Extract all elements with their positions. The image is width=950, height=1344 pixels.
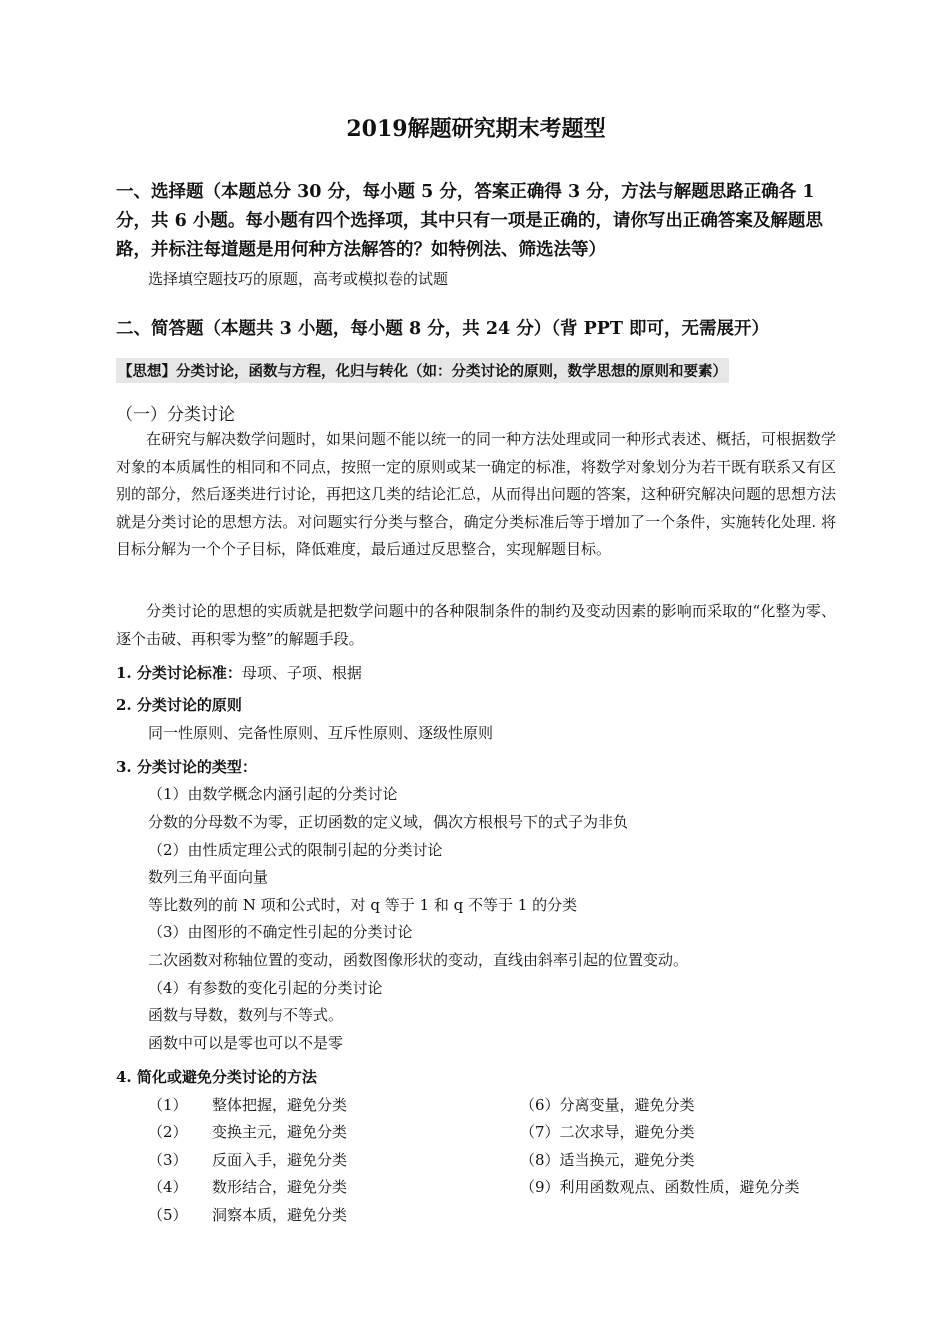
types-line: 数列三角平面向量 xyxy=(148,868,269,886)
method-text: 分离变量，避免分类 xyxy=(559,1096,695,1114)
types-line: （4）有参数的变化引起的分类讨论 xyxy=(148,979,383,997)
method-number: （5） xyxy=(148,1206,188,1224)
method-item xyxy=(520,1121,695,1142)
method-text: 变换主元，避免分类 xyxy=(212,1123,348,1141)
section-1-note: 选择填空题技巧的原题，高考或模拟卷的试题 xyxy=(148,270,449,288)
method-item xyxy=(148,1094,347,1115)
method-text: 反面入手，避免分类 xyxy=(212,1151,348,1169)
method-text: 数形结合，避免分类 xyxy=(212,1178,348,1196)
method-text: 利用函数观点、函数性质，避免分类 xyxy=(559,1178,800,1196)
paragraph-2-text: 分类讨论的思想的实质就是把数学问题中的各种限制条件的制约及变动因素的影响而采取的“化整为零、逐个击破、再积零为整”的解题手段。 xyxy=(116,602,836,648)
paragraph-1 xyxy=(116,426,836,564)
paragraph-1-text: 在研究与解决数学问题时，如果问题不能以统一的同一种方法处理或同一种形式表述、概括，可根据数学对象的本质属性的相同和不同点，按照一定的原则或某一确定的标准，将数学对象划分为若干既有联系又有区别的部分，然后逐类进行讨论，再把这几类的结论汇总，从而得出问题的答案，这种研究解决问题的思想方法就是分类讨论的思想方法。对问题实行分类与整合，确定分类标准后等于增加了一个条件，实施转化处理. 将目标分解为一个个子目标，降低难度，最后通过反思整合，实现解题目标。 xyxy=(116,430,837,559)
highlight-thought-line: 【思想】分类讨论，函数与方程，化归与转化（如：分类讨论的原则，数学思想的原则和要素） xyxy=(116,358,729,383)
method-item xyxy=(148,1176,347,1197)
method-text: 整体把握，避免分类 xyxy=(212,1096,348,1114)
principles-line: 同一性原则、完备性原则、互斥性原则、逐级性原则 xyxy=(148,724,494,742)
method-number: （2） xyxy=(148,1123,188,1141)
method-number: （4） xyxy=(148,1178,188,1196)
method-item xyxy=(148,1204,347,1225)
method-text: 适当换元，避免分类 xyxy=(559,1151,695,1169)
types-line: （1）由数学概念内涵引起的分类讨论 xyxy=(148,785,398,803)
method-number: （3） xyxy=(148,1151,188,1169)
method-item xyxy=(148,1149,347,1170)
types-line: （2）由性质定理公式的限制引起的分类讨论 xyxy=(148,841,443,859)
types-line: 分数的分母数不为零，正切函数的定义域，偶次方根根号下的式子为非负 xyxy=(148,813,629,831)
method-number: （8） xyxy=(520,1151,560,1169)
method-number: （1） xyxy=(148,1096,188,1114)
types-line: 等比数列的前 N 项和公式时，对 q 等于 1 和 q 不等于 1 的分类 xyxy=(148,896,578,914)
method-item xyxy=(520,1176,800,1197)
types-line: （3）由图形的不确定性引起的分类讨论 xyxy=(148,923,413,941)
method-item xyxy=(148,1121,347,1142)
sub-heading-classification: （一）分类讨论 xyxy=(116,405,235,425)
heading-methods: 4. 简化或避免分类讨论的方法 xyxy=(116,1068,317,1086)
heading-types: 3. 分类讨论的类型： xyxy=(116,758,257,776)
heading-standard-label: 1. 分类讨论标准： xyxy=(116,664,242,682)
section-2-heading: 二、简答题（本题共 3 小题，每小题 8 分，共 24 分）（背 PPT 即可，无需展开） xyxy=(116,319,770,339)
heading-standard xyxy=(116,662,362,683)
heading-standard-value: 母项、子项、根据 xyxy=(241,664,362,682)
section-1-heading: 一、选择题（本题总分 30 分，每小题 5 分，答案正确得 3 分，方法与解题思路正确各 1 分，共 6 小题。每小题有四个选择项，其中只有一项是正确的，请你写出正确答案及解题思路，并标注每道题是用何种方法解答的？如特例法、筛选法等） xyxy=(116,182,823,260)
method-number: （7） xyxy=(520,1123,560,1141)
method-item xyxy=(520,1149,695,1170)
heading-principles: 2. 分类讨论的原则 xyxy=(116,696,242,714)
method-item xyxy=(520,1094,695,1115)
types-line: 函数中可以是零也可以不是零 xyxy=(148,1034,344,1052)
paragraph-2 xyxy=(116,598,836,653)
doc-title: 2019解题研究期末考题型 xyxy=(346,116,606,142)
method-number: （9） xyxy=(520,1178,560,1196)
method-text: 二次求导，避免分类 xyxy=(559,1123,695,1141)
method-text: 洞察本质，避免分类 xyxy=(212,1206,348,1224)
types-line: 函数与导数，数列与不等式。 xyxy=(148,1006,344,1024)
method-number: （6） xyxy=(520,1096,560,1114)
types-line: 二次函数对称轴位置的变动，函数图像形状的变动，直线由斜率引起的位置变动。 xyxy=(148,951,689,969)
